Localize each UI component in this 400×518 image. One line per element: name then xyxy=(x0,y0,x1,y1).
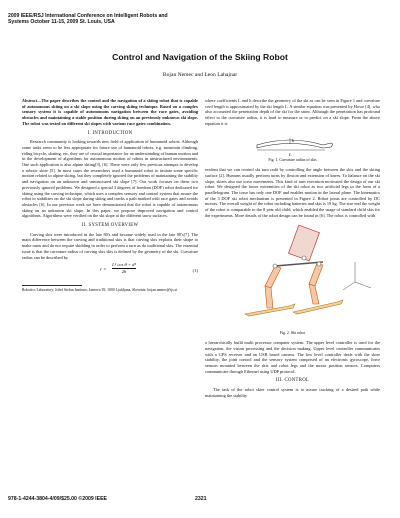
fig1-label-L: L xyxy=(289,151,292,157)
equation-denominator: 2h xyxy=(121,269,127,275)
footnote-rule xyxy=(22,285,82,286)
figure-2-caption: Fig. 2. Ski robot xyxy=(279,330,306,335)
equation-number: (1) xyxy=(192,268,198,274)
section-heading-system-overview: II. SYSTEM OVERVIEW xyxy=(81,223,139,229)
conference-header: 2009 IEEE/RSJ International Conference on Intelligent Robots and Systems October 11-15, 2009 St. Louis, USA xyxy=(8,13,168,25)
torso-joint xyxy=(302,256,306,260)
paper-title: Control and Navigation of the Skiing Robot xyxy=(112,52,288,62)
figure-2 xyxy=(205,222,380,330)
axis-x xyxy=(355,282,371,288)
footnote: Robotics Laboratory, Jožef Stefan Institute, Jamova 39, 1000 Ljubljana, Slovenia. bojan.nemec@ijs.si xyxy=(22,288,178,293)
equation-1 xyxy=(22,262,198,282)
paper-authors: Bojan Nemec and Leon Lahajnar xyxy=(162,72,238,78)
equation-numerator: L² cos θ + d² xyxy=(112,262,136,268)
section-heading-introduction: I. INTRODUCTION xyxy=(87,130,133,136)
equation-fraction xyxy=(112,262,136,275)
footer-isbn: 978-1-4244-3804-4/09/$25.00 ©2009 IEEE xyxy=(8,496,108,502)
left-shank xyxy=(265,286,273,308)
abstract-label: Abstract xyxy=(22,98,37,103)
equation-lhs: r = xyxy=(100,268,107,274)
figure-1 xyxy=(205,129,380,157)
figure-1-ski-drawing xyxy=(205,129,380,157)
overview-paragraph: Carving skis were introduced in the late 80's and became widely used in the late 90's[7]. The main difference between the carving and traditional skis is that carving skis exploits their shape to make turns and do not require skidding in order to perform a turn as do traditional skis. The essential issue is that the curvature radius of carving skis skis is defined by the geometry of the ski. Curvature radius can be described by xyxy=(22,231,198,260)
fig1-label-h: h xyxy=(292,137,295,143)
right-shank xyxy=(309,284,319,304)
control-paragraph: The task of the robot skier control system is to assure tracking of a desired path while maintaining the stability xyxy=(205,387,380,398)
figure-1-caption: Fig. 1. Curvature radius of skis xyxy=(268,157,317,162)
intro-paragraph: Research community is looking towards new field of application of humanoid robots. Although some tasks seem to be less appropriate for future use of humanoid robots, e.g. mountain climbing, riding bicycle, skating, etc, they are of crucial importance for an understanding of human motion and in the development of algorithms for autonomous motion of robots in unstructured environments. One such application is also alpine skiing[3], [6]. There were only few previous attempts to develop a robotic skier [5]. In most cases the researchers used a humanoid robot to imitate some specific motion related to alpine skiing, but they completely ignored the problems of maintaining the stability and navigation on an unknown and unstructured ski slope [7]. Our work focuses on these two previously ignored problems. We designed a special 3 degrees of freedom (DOF) robot dedicated for skiing using the carving technique, which uses a complex sensory and control system that assure the robot to stabilizes on the ski slope during skiing and tracks a path marked with race gates and avoids obstacles [6]. In our previous work we have demonstrated that the robot is capable of autonomous skiing on an unknown ski slope. In this paper, we propose improved navigation and control algorithms. Algorithms were verified on the ski slope at the different snow surfaces. xyxy=(22,139,198,219)
right-paragraph-3: a hierarchically build multi processor computer system. The upper level controller is used for the navigation, the vision processing and the decision making. Upper level controller communicates with a GPS receiver and an USB based camera. The low level controller deals with the skier stability, the joint control and the sensory system comprised of an electronic gyroscope, force sensors mounted between the skis and robot legs and the motor position sensors. Computers communicate through Ethernet using UDP protocol. xyxy=(205,340,380,374)
left-column xyxy=(22,98,198,293)
left-thigh xyxy=(265,266,281,288)
ski-shape xyxy=(257,137,333,148)
right-thigh xyxy=(309,263,323,286)
axis-y xyxy=(343,282,355,290)
right-paragraph-2: evident that we can control ski turn radii by controlling the angle between the skis and the skiing surface [2]. Humans usually perform turns by flexion and extension of knees. To balance on the ski slope, skiers also use torso movements. This kind of turn execution motivated the design of our ski robot. We designed the lower extremities of the ski robot as two artificial legs in the form of a parallelogram. The torso has only one DOF and enables motion in the lateral plane. The kinematics of the 3 DOF ski robot mechanism is presented in Figure 2. Robot joints are controlled by DC motors. The overall weight of the robot including batteries and skis is 19 kg. The size end the weight of the robot is comparable to the 8 year old child, which enabled the usage of standard child skis for the experiments. More details of the robot design can be found in [6]. The robot is controlled with xyxy=(205,167,381,218)
right-hip-joint xyxy=(317,262,321,266)
right-paragraph-1: where coefficients L and h describe the geometry of the ski as can be seen in Figure 1 and curvature cord length is approximated by the ski length L. A similar equation was presented by Howe [4], who also accounted the penetration depth of the ski for the snow. Although the penetration has profound effect to the curvature radius, it is hard to measure or to predict on a ski slope. From the above equation it is xyxy=(205,98,380,126)
footer-page-number: 2321 xyxy=(195,496,207,502)
robot-torso xyxy=(289,225,320,261)
abstract-text: —The paper describes the control and the navigation of a skiing robot that is capable of autonomous skiing on a ski slope using the carving skiing technique. Based on a complex sensory system it is capable of autonomous navigation between the race gates, avoiding obstacles and maintaining a stable position during skiing on an previously unknown ski slope. The robot was tested on different ski slopes with various race gates combination. xyxy=(22,98,198,126)
left-hip-joint xyxy=(273,264,277,268)
right-column xyxy=(205,98,380,399)
abstract xyxy=(22,98,198,127)
section-heading-control: III. CONTROL xyxy=(275,378,310,384)
figure-2-robot-kinematics xyxy=(205,222,380,330)
